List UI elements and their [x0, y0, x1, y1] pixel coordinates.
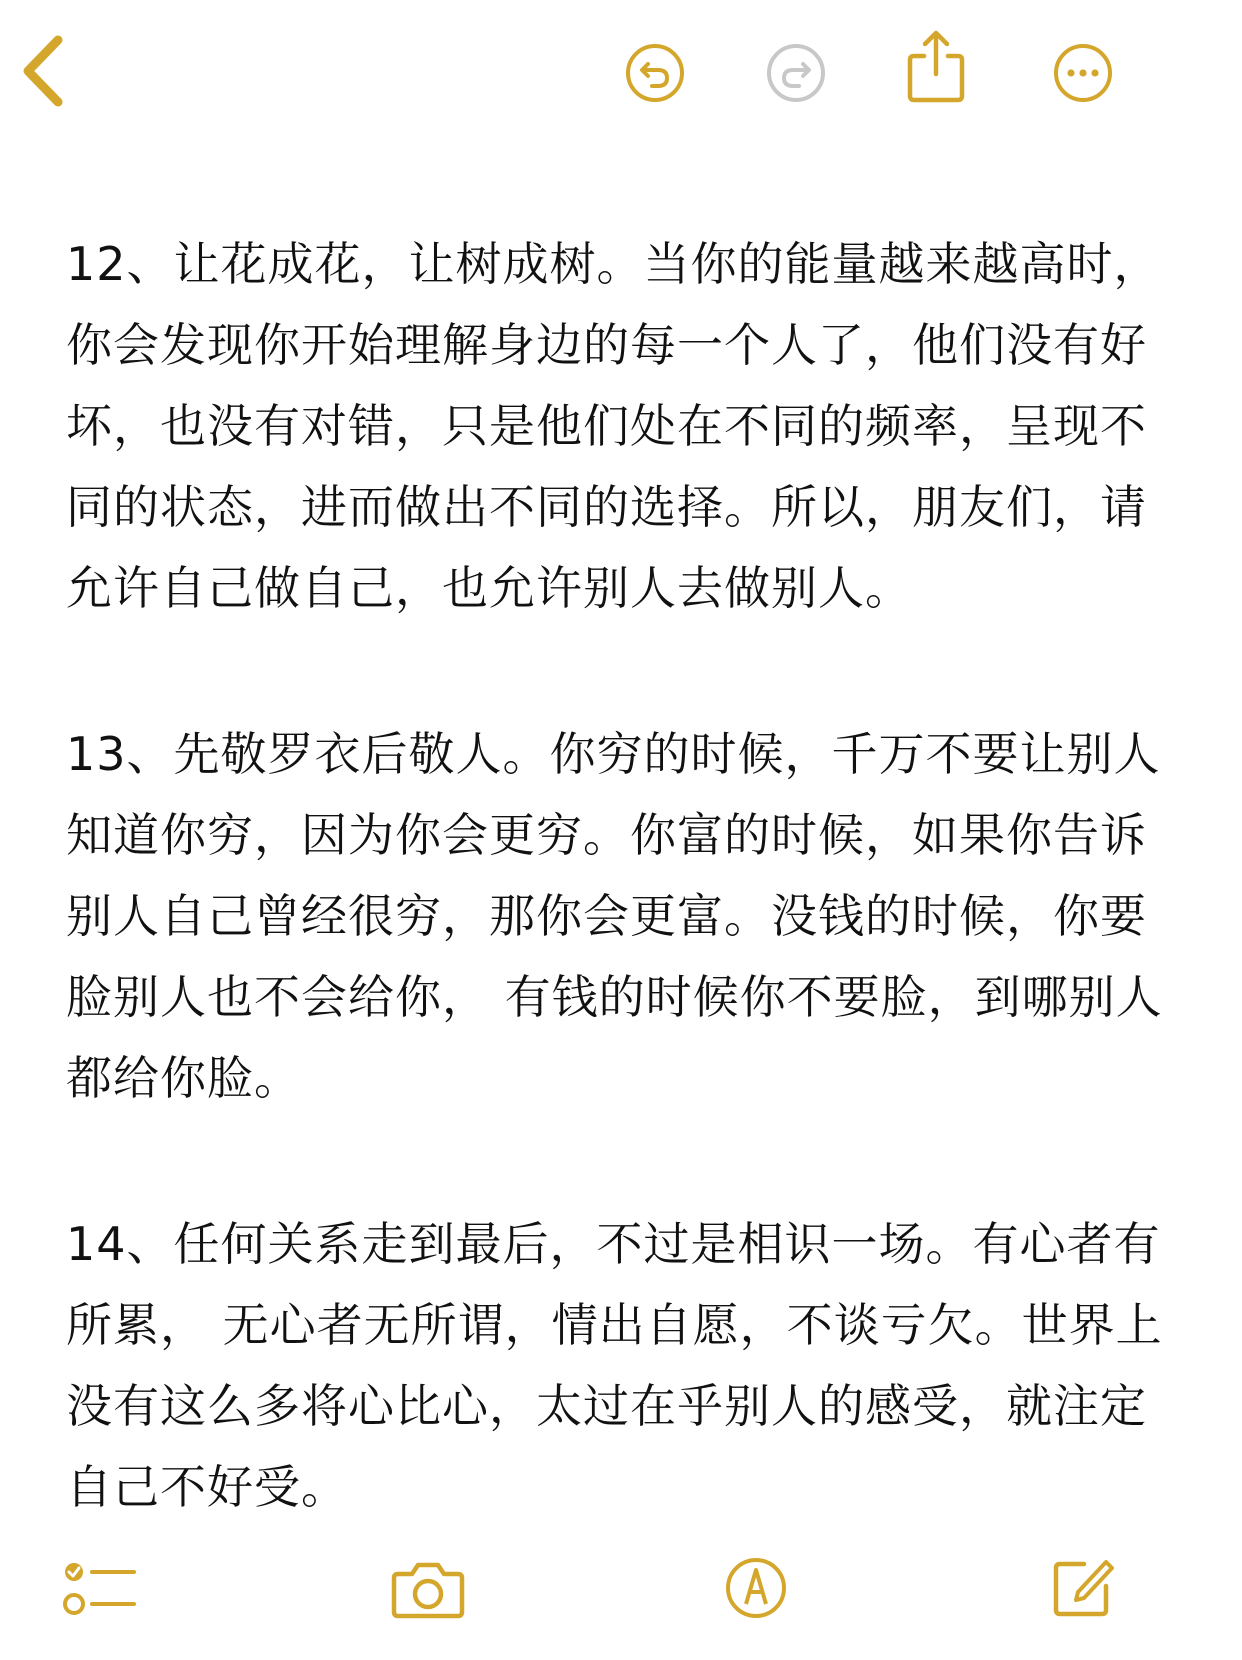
redo-button[interactable]: [765, 42, 827, 104]
compose-icon: [1050, 1554, 1116, 1620]
more-icon: [1052, 42, 1114, 104]
top-toolbar: [0, 0, 1242, 160]
undo-icon: [624, 42, 686, 104]
compose-button[interactable]: [1050, 1554, 1116, 1620]
markup-button[interactable]: [724, 1556, 788, 1620]
note-body[interactable]: [66, 224, 1186, 1613]
bottom-toolbar: [0, 1560, 1242, 1660]
camera-button[interactable]: [390, 1560, 466, 1620]
markup-pen-icon: [724, 1556, 788, 1620]
back-button[interactable]: [18, 34, 68, 108]
checklist-button[interactable]: [62, 1560, 138, 1620]
camera-icon: [390, 1560, 466, 1620]
chevron-left-icon: [18, 34, 68, 108]
note-paragraph-13: 13、先敬罗衣后敬人。你穷的时候，千万不要让别人知道你穷，因为你会更穷。你富的时候，如果你告诉别人自己曾经很穷，那你会更富。没钱的时候，你要脸别人也不会给你， 有钱的时候你不要脸，到哪别人都给你脸。: [66, 727, 1163, 1105]
more-button[interactable]: [1052, 42, 1114, 104]
note-paragraph-12: 12、让花成花，让树成树。当你的能量越来越高时，你会发现你开始理解身边的每一个人了，他们没有好坏，也没有对错，只是他们处在不同的频率，呈现不同的状态，进而做出不同的选择。所以，朋友们，请允许自己做自己，也允许别人去做别人。: [66, 237, 1161, 615]
share-icon: [906, 28, 966, 104]
note-paragraph-14: 14、任何关系走到最后，不过是相识一场。有心者有所累， 无心者无所谓，情出自愿，不谈亏欠。世界上没有这么多将心比心，太过在乎别人的感受，就注定自己不好受。: [66, 1217, 1163, 1514]
redo-icon: [765, 42, 827, 104]
checklist-icon: [62, 1560, 138, 1620]
undo-button[interactable]: [624, 42, 686, 104]
share-button[interactable]: [906, 28, 966, 104]
